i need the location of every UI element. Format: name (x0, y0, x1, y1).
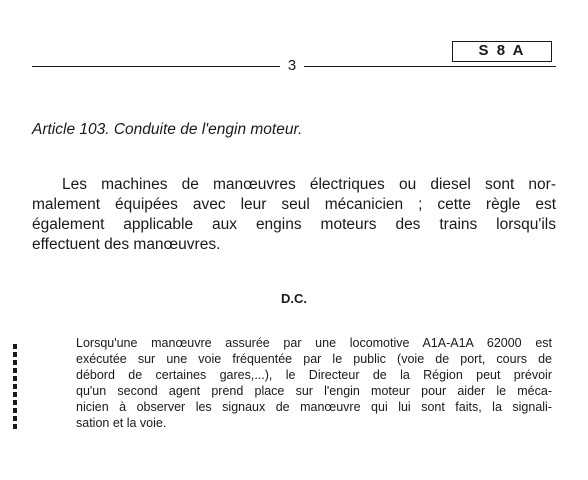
dc-paragraph-line: sation et la voie. (76, 416, 167, 430)
article-paragraph-line: effectuent des manœuvres. (32, 236, 221, 253)
header-rule-left (32, 66, 280, 67)
header-rule-right (304, 66, 556, 67)
article-paragraph-line: également applicable aux engins moteurs des trains lorsqu'ils (32, 216, 556, 233)
dc-paragraph-line: nicien à observer les signaux de manœuvre qui lui sont faits, la signali- (76, 400, 552, 414)
article-title: Article 103. Conduite de l'engin moteur. (32, 121, 303, 138)
dc-paragraph-line: qu'un second agent prend place sur l'engin moteur pour aider le méca- (76, 384, 552, 398)
document-code-box: S 8 A (452, 41, 552, 62)
dc-paragraph-line: débord de certaines gares,...), le Directeur de la Région peut prévoir (76, 368, 552, 382)
article-paragraph-line: Les machines de manœuvres électriques ou diesel sont nor- (62, 176, 556, 193)
dc-heading: D.C. (281, 291, 307, 306)
dc-paragraph-line: exécutée sur une voie fréquentée par le public (voie de port, cours de (76, 352, 552, 366)
dc-paragraph (76, 335, 552, 431)
dc-paragraph-line: Lorsqu'une manœuvre assurée par une locomotive A1A-A1A 62000 est (76, 336, 552, 350)
dc-margin-marker (13, 344, 17, 430)
page-number: 3 (287, 57, 297, 74)
article-paragraph (32, 175, 556, 255)
article-paragraph-line: malement équipées avec leur seul mécanicien ; cette règle est (32, 196, 556, 213)
